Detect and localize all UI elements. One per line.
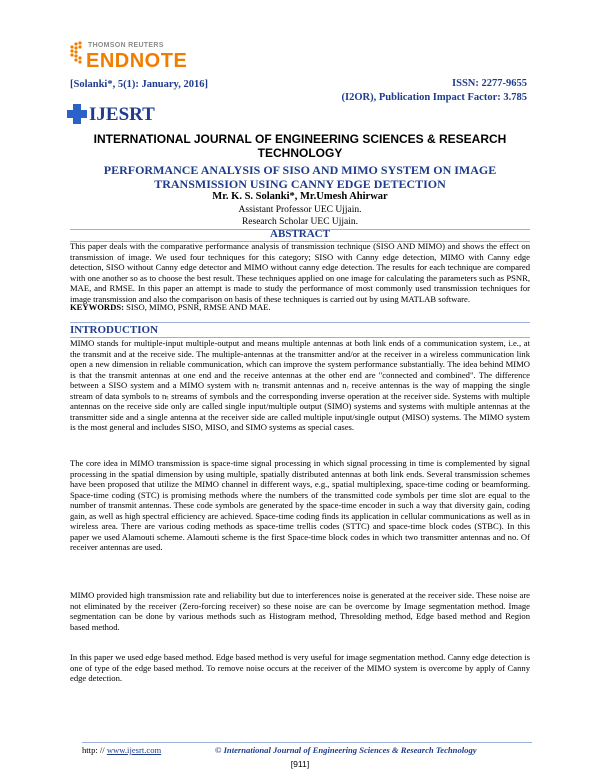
- logo-brand-top: THOMSON REUTERS: [88, 42, 164, 49]
- introduction-heading: INTRODUCTION: [70, 324, 159, 336]
- journal-name-line2: TECHNOLOGY: [257, 146, 343, 160]
- keywords-label: KEYWORDS:: [70, 302, 124, 312]
- plus-cross-icon: [66, 103, 88, 125]
- keywords: [70, 302, 271, 312]
- intro-rule-top: [70, 322, 530, 323]
- citation: [Solanki*, 5(1): January, 2016]: [70, 79, 208, 90]
- abstract-heading: ABSTRACT: [270, 228, 330, 240]
- intro-paragraph-4: In this paper we used edge based method. Edge based method is very useful for image segmentation method. Canny edge detection is one of type of the edge based method. To remove noise occurs at the receiver of the MIMO system is overcome by apply of Canny edge detection.: [70, 652, 530, 683]
- logo-brand-main: ENDNOTE: [86, 50, 188, 72]
- impact-factor: (I2OR), Publication Impact Factor: 3.785: [341, 92, 527, 103]
- endnote-logo: [68, 40, 198, 76]
- paper-title-line1: PERFORMANCE ANALYSIS OF SISO AND MIMO SYSTEM ON IMAGE: [103, 163, 497, 177]
- intro-paragraph-2: The core idea in MIMO transmission is space-time signal processing in which signal processing in time is complemented by signal processing in the spatial dimension by using multiple, spatially distributed antennas at both link ends. Several transmission schemes have been proposed that utilize the MIMO channel in different ways, e.g., spatial multiplexing, space-time coding or beamforming. Space-time coding (STC) is promising methods where the numbers of the transmitted code symbols per time slot are equal to the number of transmit antennas. These code symbols are generated by the space-time encoder in such a way that diversity gain, coding gain, as well as high spectral efficiency are achieved. Space-time coding finds its application in cellular communications as well as in wireless area. There are various coding methods as space-time trellis codes (STTC) and space-time block codes (STBC). In this paper we used Alamouti scheme. Alamouti scheme is the first Space-time block codes in which two transmitter antennas and no. Of receiver antennas are used.: [70, 458, 530, 552]
- paper-title: [70, 163, 530, 191]
- page-number: [911]: [290, 759, 310, 769]
- journal-acronym: IJESRT: [89, 104, 155, 125]
- intro-paragraph-3: MIMO provided high transmission rate and reliability but due to interferences noise is generated at the receiver side. These noise are not eliminated by the receiver (Zero-forcing receiver) so these noise are can be overcome by Image segmentation method. Image segmentation can be done by various methods such as Histogram method, Thresolding method, Edge based method and Region based method.: [70, 590, 530, 632]
- journal-name-line1: INTERNATIONAL JOURNAL OF ENGINEERING SCIENCES & RESEARCH: [93, 132, 507, 146]
- footer-copyright: © International Journal of Engineering Sciences & Research Technology: [215, 745, 477, 755]
- footer-link-prefix: http: //: [82, 745, 105, 755]
- issn: ISSN: 2277-9655: [452, 78, 527, 89]
- footer-website: [82, 745, 161, 755]
- website-link[interactable]: www.ijesrt.com: [106, 745, 162, 755]
- affiliation-1: Assistant Professor UEC Ujjain.: [238, 205, 362, 215]
- keywords-text: SISO, MIMO, PSNR, RMSE AND MAE.: [126, 302, 271, 312]
- footer-rule: [82, 742, 532, 743]
- paper-title-line2: TRANSMISSION USING CANNY EDGE DETECTION: [154, 177, 446, 191]
- intro-paragraph-1: MIMO stands for multiple-input multiple-output and means multiple antennas at both link ends of a communication system, i.e., at the transmit and at the receive side. The multiple-antennas at the transmitter and/or at the receiver in a wireless communication link open a new dimension in reliable communication, which can improve the system performance substantially. The idea behind MIMO is that the transmit antennas at one end and the receive antennas at the other end are "connected and combined". The difference between a SISO system and a MIMO system with nₜ transmit antennas and nᵣ receive antennas is the way of mapping the single stream of data symbols to nₜ streams of symbols and the corresponding inverse operation at the receiver side. Systems with multiple antennas on the receive side only are called single input/multiple output (SIMO) systems and systems with multiple antennas at the transmitter side and a single antenna at the receiver side are called multiple input/single output (MISO) systems. The MIMO system is the most general and includes SISO, MISO, and SIMO systems as special cases.: [70, 338, 530, 432]
- authors: Mr. K. S. Solanki*, Mr.Umesh Ahirwar: [212, 191, 388, 202]
- journal-name: [70, 132, 530, 160]
- affiliation-2: Research Scholar UEC Ujjain.: [241, 217, 359, 227]
- abstract-text: This paper deals with the comparative performance analysis of transmission technique (SISO AND MIMO) and shows the effect on transmission of image. We used four techniques for this category; SISO with Canny edge detection, MIMO with Canny edge detection, SISO without Canny edge detector and MIMO without canny edge detection. The results for each technique are compared with one another so as to choose the best result. These techniques applied on one image for calculating the parameters such as PSNR, MAE, and RMSE. In this paper an attempt is made to study the performance of most commonly used transmission techniques for image transmission and also the comparison on basis of these techniques is carried out by using MATLAB software.: [70, 241, 530, 304]
